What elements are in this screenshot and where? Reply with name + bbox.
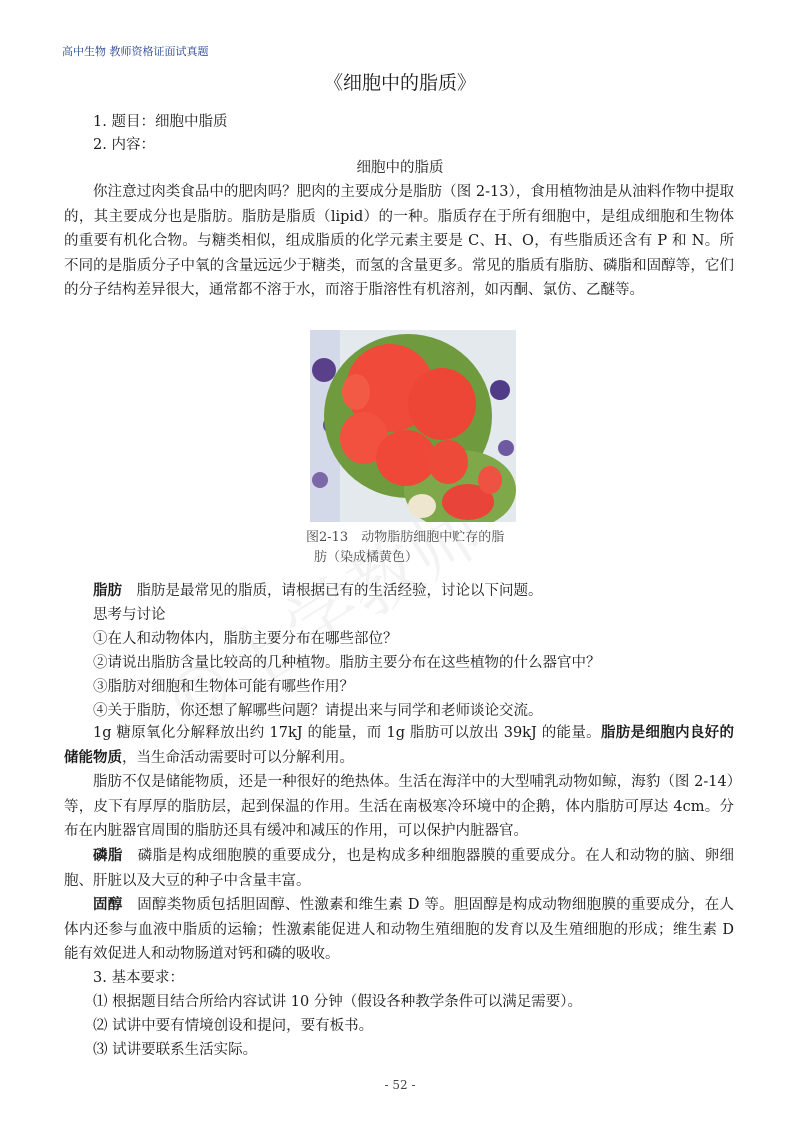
content-title: 细胞中的脂质 [356,160,444,176]
page-number: - 52 - [384,1078,416,1092]
fat-term: 脂肪 [93,583,122,599]
energy-tail: ，当生命活动需要时可以分解利用。 [122,749,354,766]
page-header: 高中生物 教师资格证面试真题 [62,45,209,58]
discussion-question-1: ①在人和动物体内，脂肪主要分布在哪些部位？ [93,631,398,647]
requirement-3: ⑶ 试讲要联系生活实际。 [93,1042,258,1058]
discussion-heading: 思考与讨论 [93,607,166,623]
sterol-term: 固醇 [93,897,123,913]
fat-section [93,580,543,602]
fat-cell-micrograph [310,330,516,522]
phospholipid-text: 磷脂是构成细胞膜的重要成分，也是构成多种细胞器膜的重要成分。在人和动物的脑、卵细胞、肝脏以及大豆的种子中含量丰富。 [64,848,735,889]
topic-line: 1. 题目：细胞中脂质 [93,114,228,130]
discussion-question-4: ④关于脂肪，你还想了解哪些问题？请提出来与同学和老师谈论交流。 [93,703,543,719]
energy-bold: 脂肪是细胞内良好的储能物质 [64,725,734,766]
requirement-2: ⑵ 试讲中要有情境创设和提问，要有板书。 [93,1018,374,1034]
energy-paragraph [64,721,734,770]
sterol-text: 固醇类物质包括胆固醇、性激素和维生素 D 等。胆固醇是构成动物细胞膜的重要成分，在人体内还参与血液中脂质的运输；性激素能促进人和动物生殖细胞的发育以及生殖细胞的形成；维生素 D 能有效促进人和动物肠道对钙和磷的吸收。 [64,897,735,962]
fat-text: 脂肪是最常见的脂质，请根据已有的生活经验，讨论以下问题。 [136,583,543,599]
intro-paragraph: 你注意过肉类食品中的肥肉吗？肥肉的主要成分是脂肪（图 2-13），食用植物油是从油料作物中提取的，其主要成分也是脂肪。脂肪是脂质（lipid）的一种。脂质存在于所有细胞中，是组成细胞和生物体的重要有机化合物。与糖类相似，组成脂质的化学元素主要是 C、H、O，有些脂质还含有 P 和 N。所不同的是脂质分子中氧的含量远远少于糖类，而氢的含量更多。常见的脂质有脂肪、磷脂和固醇等，它们的分子结构差异很大，通常都不溶于水，而溶于脂溶性有机溶剂，如丙酮、氯仿、乙醚等。 [64,184,734,298]
page-title: 《细胞中的脂质》 [323,72,476,94]
phospholipid-paragraph [64,844,734,893]
phospholipid-term: 磷脂 [93,848,123,864]
requirements-heading: 3. 基本要求： [93,970,184,986]
insulation-paragraph: 脂肪不仅是储能物质，还是一种很好的绝热体。生活在海洋中的大型哺乳动物如鲸，海豹（图 2-14）等，皮下有厚厚的脂肪层，起到保温的作用。生活在南极寒冷环境中的企鹅，体内脂肪可厚达 4cm。分布在内脏器官周围的脂肪还具有缓冲和减压的作用，可以保护内脏器官。 [64,774,734,839]
sterol-paragraph [64,893,734,967]
energy-text: 1g 糖原氧化分解释放出约 17kJ 的能量，而 1g 脂肪可以放出 39kJ 的能量。 [93,725,601,741]
figure-caption [306,528,528,568]
content-label: 2. 内容： [93,137,155,153]
discussion-question-3: ③脂肪对细胞和生物体可能有哪些作用？ [93,679,354,695]
fat-cell-image [310,330,516,522]
requirement-1: ⑴ 根据题目结合所给内容试讲 10 分钟（假设各种教学条件可以满足需要）。 [93,994,583,1010]
discussion-question-2: ②请说出脂肪含量比较高的几种植物。脂肪主要分布在这些植物的什么器官中？ [93,655,601,671]
caption-line-1: 图2-13 动物脂肪细胞中贮存的脂 [306,530,505,545]
caption-line-2: 肪（染成橘黄色） [314,550,419,565]
